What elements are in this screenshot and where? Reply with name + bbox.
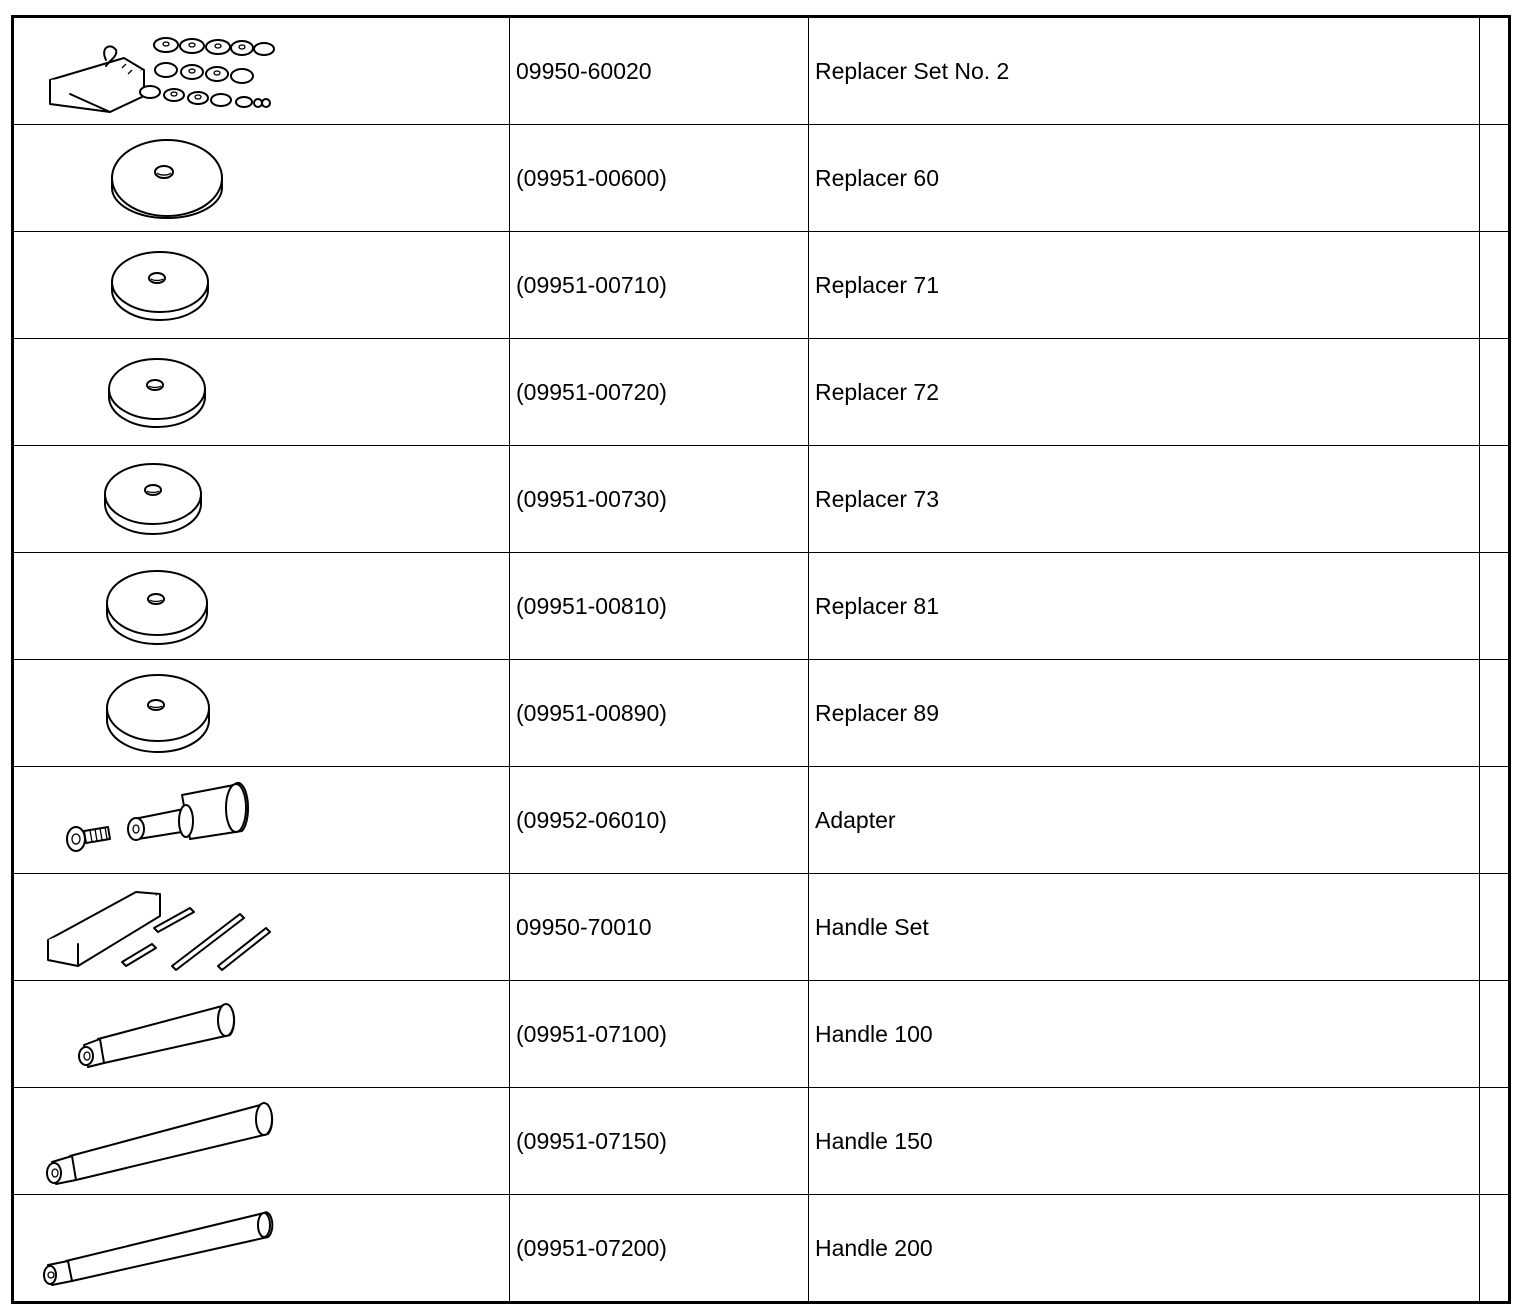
tool-name: Replacer 73 (809, 446, 1480, 553)
blank-cell (1480, 981, 1510, 1088)
blank-cell (1480, 125, 1510, 232)
tool-illustration-cell (13, 553, 510, 660)
handle-set-case-icon (14, 874, 511, 980)
blank-cell (1480, 232, 1510, 339)
table-row (13, 232, 1510, 339)
blank-cell (1480, 767, 1510, 874)
blank-cell (1480, 17, 1510, 125)
table-row (13, 446, 1510, 553)
replacer-disc-icon (14, 125, 511, 231)
blank-cell (1480, 339, 1510, 446)
part-number: 09950-70010 (510, 874, 809, 981)
tool-name: Replacer Set No. 2 (809, 17, 1480, 125)
table-row (13, 1195, 1510, 1303)
table-row (13, 767, 1510, 874)
table-row (13, 553, 1510, 660)
tool-name: Handle 200 (809, 1195, 1480, 1303)
replacer-set-case-icon (14, 18, 511, 124)
replacer-disc-icon (14, 660, 511, 766)
blank-cell (1480, 874, 1510, 981)
tool-name: Replacer 60 (809, 125, 1480, 232)
tool-name: Replacer 89 (809, 660, 1480, 767)
tool-illustration-cell (13, 1195, 510, 1303)
handle-bar-icon (14, 1195, 511, 1301)
table-row (13, 874, 1510, 981)
part-number: (09951-00730) (510, 446, 809, 553)
part-number: 09950-60020 (510, 17, 809, 125)
blank-cell (1480, 660, 1510, 767)
tool-name: Handle 150 (809, 1088, 1480, 1195)
tool-illustration-cell (13, 446, 510, 553)
blank-cell (1480, 553, 1510, 660)
tool-illustration-cell (13, 339, 510, 446)
part-number: (09951-07200) (510, 1195, 809, 1303)
replacer-disc-icon (14, 553, 511, 659)
blank-cell (1480, 1088, 1510, 1195)
tool-illustration-cell (13, 981, 510, 1088)
part-number: (09951-00600) (510, 125, 809, 232)
part-number: (09951-07150) (510, 1088, 809, 1195)
tool-name: Handle 100 (809, 981, 1480, 1088)
special-tools-table (11, 15, 1511, 1304)
handle-bar-icon (14, 981, 511, 1087)
tool-illustration-cell (13, 660, 510, 767)
tool-name: Replacer 72 (809, 339, 1480, 446)
part-number: (09952-06010) (510, 767, 809, 874)
tool-illustration-cell (13, 767, 510, 874)
tool-illustration-cell (13, 17, 510, 125)
table-row (13, 1088, 1510, 1195)
tool-name: Adapter (809, 767, 1480, 874)
tool-illustration-cell (13, 232, 510, 339)
table-row (13, 17, 1510, 125)
tool-illustration-cell (13, 125, 510, 232)
table-row (13, 125, 1510, 232)
table-row (13, 339, 1510, 446)
part-number: (09951-00710) (510, 232, 809, 339)
blank-cell (1480, 1195, 1510, 1303)
part-number: (09951-00810) (510, 553, 809, 660)
replacer-disc-icon (14, 232, 511, 338)
tool-illustration-cell (13, 874, 510, 981)
adapter-bolt-icon (14, 767, 511, 873)
tool-name: Replacer 71 (809, 232, 1480, 339)
table-row (13, 981, 1510, 1088)
replacer-disc-icon (14, 339, 511, 445)
tool-illustration-cell (13, 1088, 510, 1195)
part-number: (09951-00720) (510, 339, 809, 446)
part-number: (09951-00890) (510, 660, 809, 767)
table-row (13, 660, 1510, 767)
blank-cell (1480, 446, 1510, 553)
handle-bar-icon (14, 1088, 511, 1194)
tool-name: Replacer 81 (809, 553, 1480, 660)
part-number: (09951-07100) (510, 981, 809, 1088)
tool-name: Handle Set (809, 874, 1480, 981)
replacer-disc-icon (14, 446, 511, 552)
